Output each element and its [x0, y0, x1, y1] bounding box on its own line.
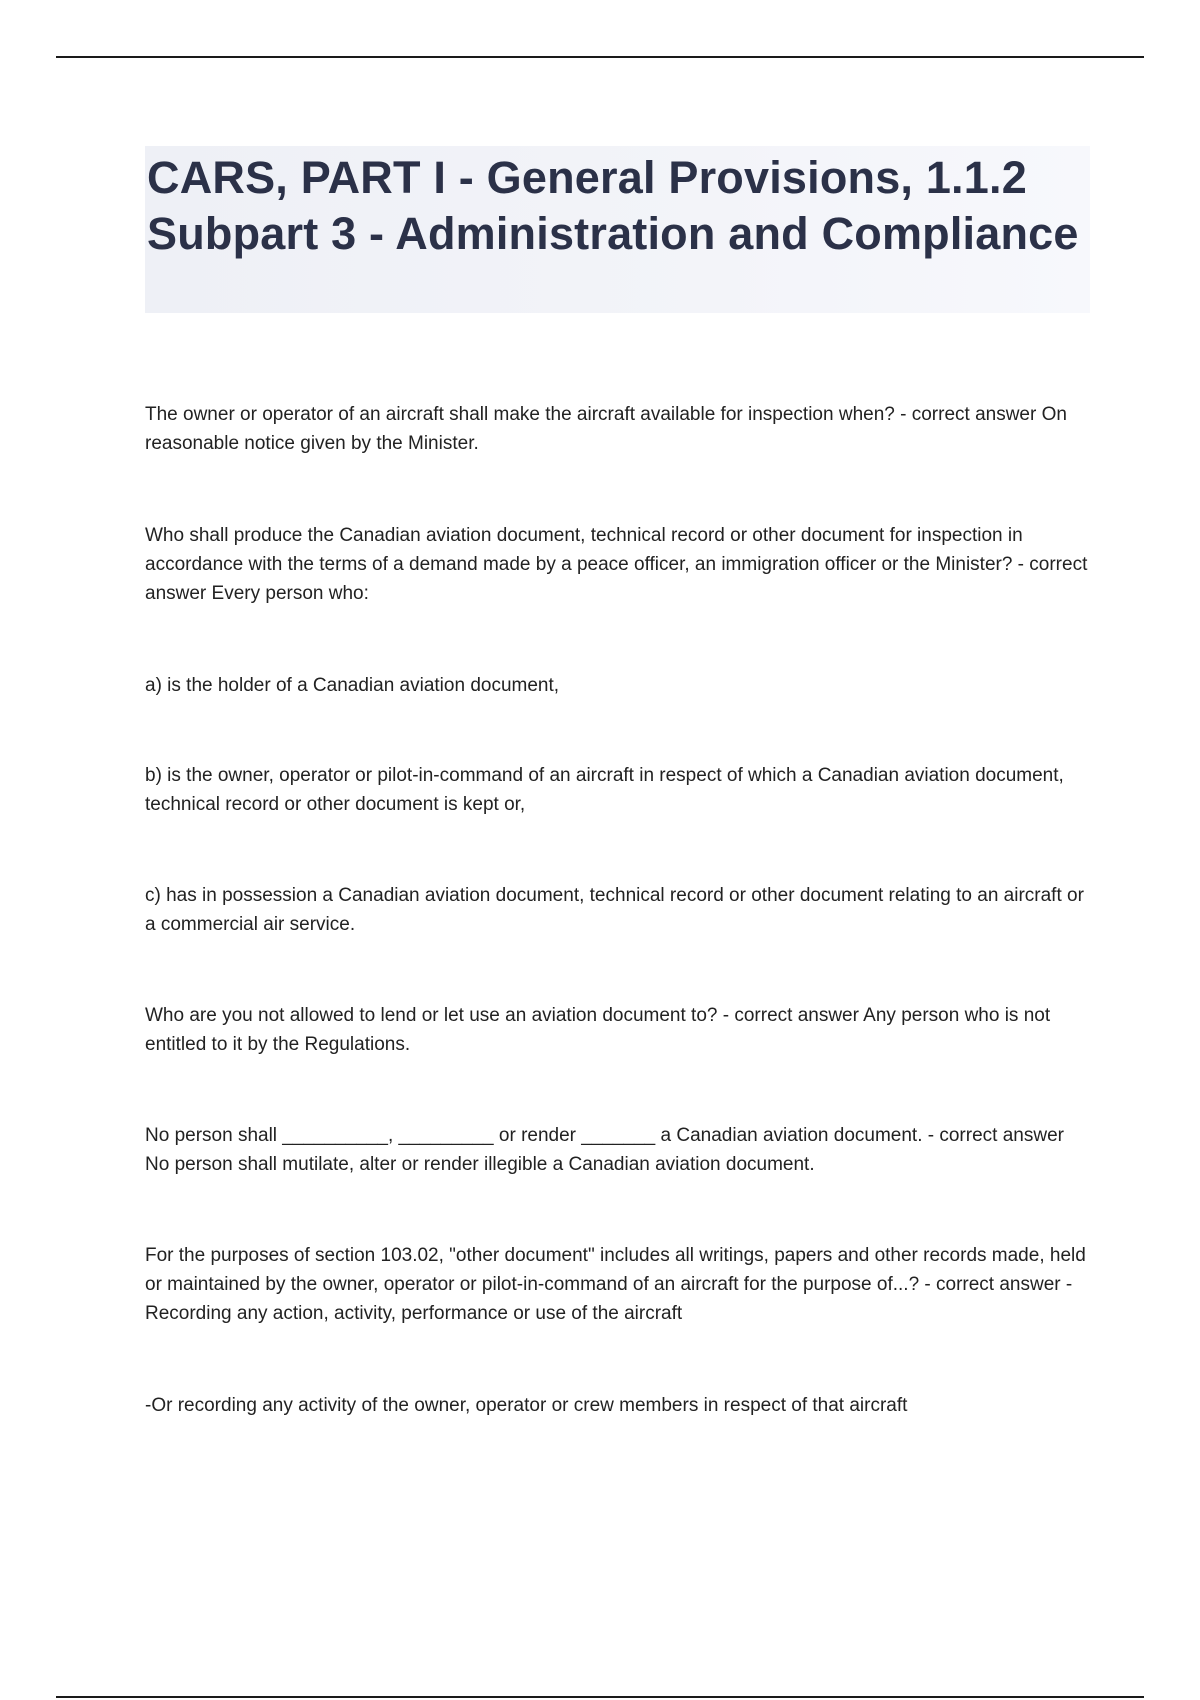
title-banner — [145, 146, 1090, 313]
bottom-rule — [56, 1696, 1144, 1698]
document-title: CARS, PART I - General Provisions, 1.1.2 Subpart 3 - Administration and Compliance — [147, 152, 1079, 259]
paragraph-q5-continued: -Or recording any activity of the owner, operator or crew members in respect of that aircraft — [145, 1395, 908, 1416]
paragraph-q4: No person shall __________, _________ or render _______ a Canadian aviation document. - correct answer No person shall mutilate, alter or render illegible a Canadian aviation document. — [145, 1125, 1064, 1175]
paragraph-item-b: b) is the owner, operator or pilot-in-command of an aircraft in respect of which a Canadian aviation document, technical record or other document is kept or, — [145, 765, 1064, 815]
paragraph-q2: Who shall produce the Canadian aviation document, technical record or other document for inspection in accordance with the terms of a demand made by a peace officer, an immigration officer or the Minister? - correct answer Every person who: — [145, 525, 1088, 604]
paragraph-q1: The owner or operator of an aircraft shall make the aircraft available for inspection when? - correct answer On reasonable notice given by the Minister. — [145, 404, 1067, 454]
top-rule — [56, 56, 1144, 58]
paragraph-q3: Who are you not allowed to lend or let use an aviation document to? - correct answer Any person who is not entitled to it by the Regulations. — [145, 1005, 1051, 1055]
paragraph-item-a: a) is the holder of a Canadian aviation document, — [145, 675, 560, 696]
paragraph-q5: For the purposes of section 103.02, "other document" includes all writings, papers and other records made, held or maintained by the owner, operator or pilot-in-command of an aircraft for the purpose of...? - correct answer -Recording any action, activity, performance or use of the aircraft — [145, 1245, 1086, 1324]
paragraph-item-c: c) has in possession a Canadian aviation document, technical record or other document relating to an aircraft or a commercial air service. — [145, 885, 1084, 935]
